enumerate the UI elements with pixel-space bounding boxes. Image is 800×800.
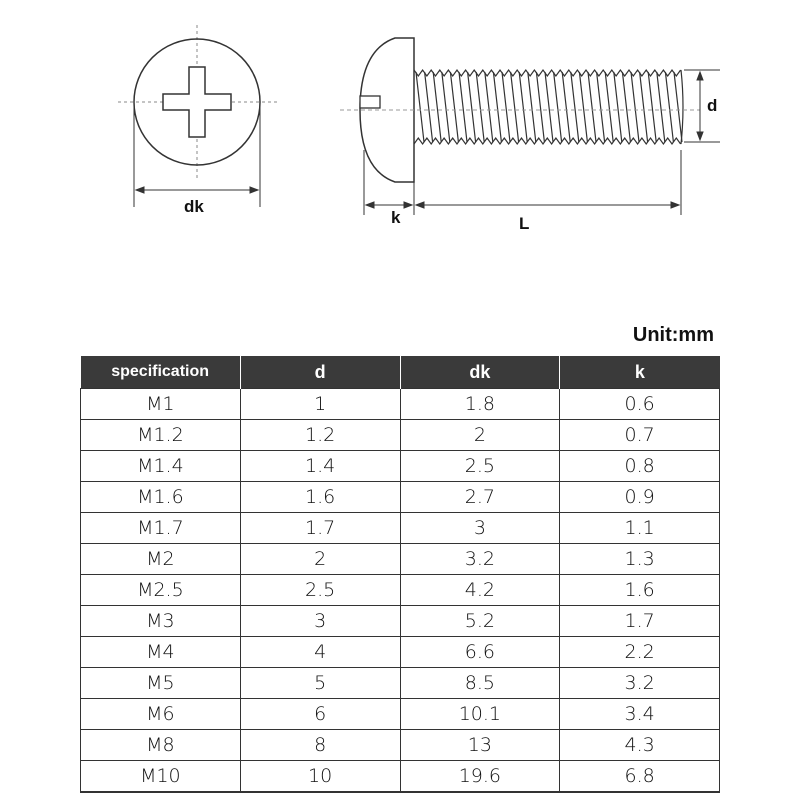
table-cell: 1.6 bbox=[560, 575, 720, 606]
table-cell: 4.3 bbox=[560, 730, 720, 761]
table-cell: M1 bbox=[81, 389, 241, 420]
table-cell: 10 bbox=[240, 761, 400, 793]
table-cell: 13 bbox=[400, 730, 560, 761]
table-cell: 10.1 bbox=[400, 699, 560, 730]
table-cell: M10 bbox=[81, 761, 241, 793]
table-cell: 5.2 bbox=[400, 606, 560, 637]
side-view bbox=[340, 38, 720, 215]
table-cell: 6.8 bbox=[560, 761, 720, 793]
table-cell: 2 bbox=[240, 544, 400, 575]
table-cell: 1 bbox=[240, 389, 400, 420]
table-cell: 6 bbox=[240, 699, 400, 730]
table-cell: 4.2 bbox=[400, 575, 560, 606]
table-cell: M1.2 bbox=[81, 420, 241, 451]
table-row bbox=[81, 451, 720, 482]
table-cell: M1.6 bbox=[81, 482, 241, 513]
table-cell: 4 bbox=[240, 637, 400, 668]
table-row bbox=[81, 730, 720, 761]
table-cell: 8.5 bbox=[400, 668, 560, 699]
table-cell: 2.5 bbox=[400, 451, 560, 482]
table-cell: 1.1 bbox=[560, 513, 720, 544]
table-row bbox=[81, 544, 720, 575]
table-cell: 0.9 bbox=[560, 482, 720, 513]
table-cell: 0.7 bbox=[560, 420, 720, 451]
spec-table bbox=[80, 356, 720, 793]
table-cell: 6.6 bbox=[400, 637, 560, 668]
table-row bbox=[81, 513, 720, 544]
table-cell: 1.4 bbox=[240, 451, 400, 482]
table-cell: M2.5 bbox=[81, 575, 241, 606]
table-row bbox=[81, 389, 720, 420]
k-label: k bbox=[391, 208, 401, 227]
table-header-row bbox=[81, 356, 720, 389]
phillips-cross-icon bbox=[163, 67, 231, 137]
table-cell: 1.2 bbox=[240, 420, 400, 451]
table-cell: 2.7 bbox=[400, 482, 560, 513]
table-cell: 1.6 bbox=[240, 482, 400, 513]
table-cell: 3.2 bbox=[400, 544, 560, 575]
table-cell: M4 bbox=[81, 637, 241, 668]
table-row bbox=[81, 575, 720, 606]
table-cell: 1.3 bbox=[560, 544, 720, 575]
table-cell: 2.5 bbox=[240, 575, 400, 606]
table-row bbox=[81, 668, 720, 699]
table-cell: M5 bbox=[81, 668, 241, 699]
table-cell: 3.2 bbox=[560, 668, 720, 699]
table-row bbox=[81, 761, 720, 793]
table-cell: 5 bbox=[240, 668, 400, 699]
unit-label: Unit:mm bbox=[632, 324, 714, 346]
table-cell: M2 bbox=[81, 544, 241, 575]
table-cell: 0.8 bbox=[560, 451, 720, 482]
column-header: k bbox=[560, 356, 720, 389]
table-row bbox=[81, 606, 720, 637]
thread-body bbox=[414, 70, 683, 144]
table-cell: M1.4 bbox=[81, 451, 241, 482]
table-cell: 3 bbox=[240, 606, 400, 637]
table-cell: 1.8 bbox=[400, 389, 560, 420]
column-header: specification bbox=[81, 356, 241, 389]
d-label: d bbox=[707, 96, 718, 115]
table-cell: 1.7 bbox=[240, 513, 400, 544]
table-cell: 0.6 bbox=[560, 389, 720, 420]
table-cell: M1.7 bbox=[81, 513, 241, 544]
table-row bbox=[81, 637, 720, 668]
table-cell: M3 bbox=[81, 606, 241, 637]
L-label: L bbox=[519, 214, 530, 233]
top-view bbox=[118, 25, 278, 207]
table-cell: M6 bbox=[81, 699, 241, 730]
table-row bbox=[81, 420, 720, 451]
table-row bbox=[81, 699, 720, 730]
table-cell: 2.2 bbox=[560, 637, 720, 668]
table-cell: 8 bbox=[240, 730, 400, 761]
table-cell: 2 bbox=[400, 420, 560, 451]
table-cell: 19.6 bbox=[400, 761, 560, 793]
column-header: d bbox=[240, 356, 400, 389]
table-row bbox=[81, 482, 720, 513]
table-cell: 1.7 bbox=[560, 606, 720, 637]
dk-label: dk bbox=[184, 197, 204, 216]
column-header: dk bbox=[400, 356, 560, 389]
table-cell: 3.4 bbox=[560, 699, 720, 730]
table-cell: M8 bbox=[81, 730, 241, 761]
table-cell: 3 bbox=[400, 513, 560, 544]
